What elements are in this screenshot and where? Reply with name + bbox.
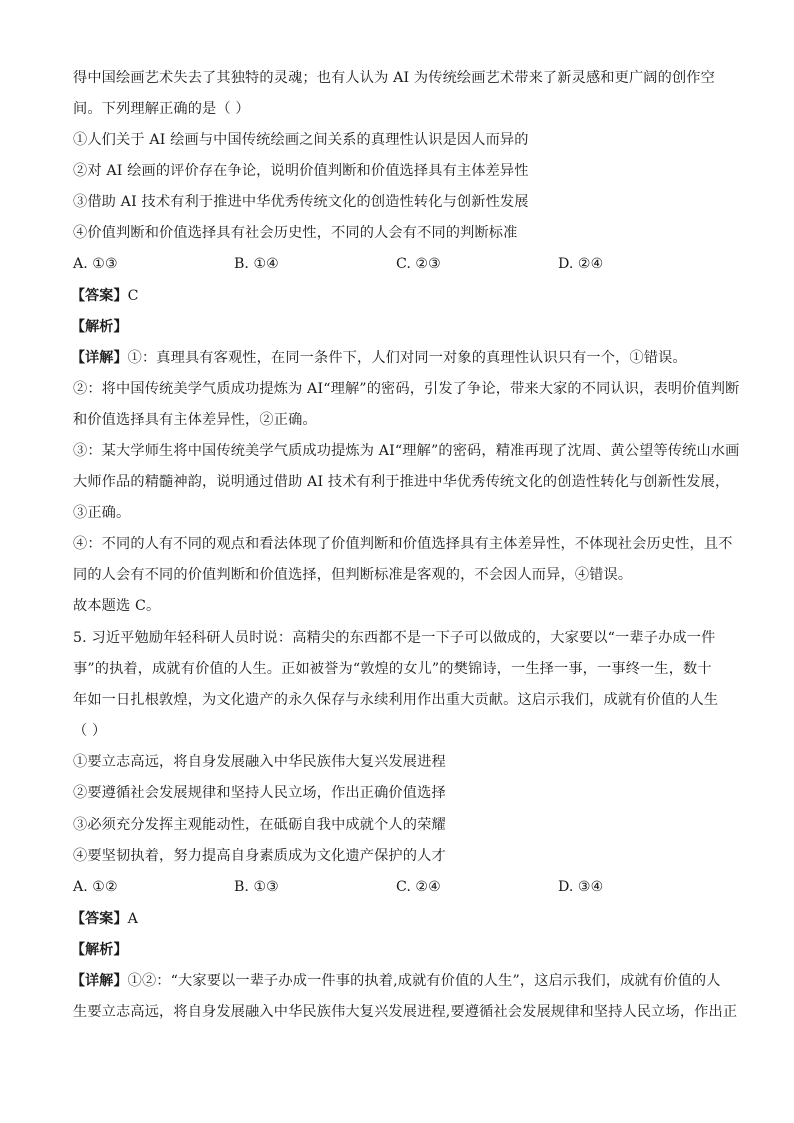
question-4-detail-line: ③：某大学师生将中国传统美学气质成功提炼为 AI“理解”的密码，精准再现了沈周、黄公望等传统山水画 [73,443,740,459]
question-4-detail-line [71,348,687,368]
answer-tag: 【答案】 [71,911,128,927]
question-4-analysis [71,317,128,337]
question-4-option-c: C. ②③ [396,256,441,272]
question-4-stem-line: 间。下列理解正确的是（ ） [73,101,250,117]
question-4-stem-line: 得中国绘画艺术失去了其独特的灵魂；也有人认为 AI 为传统绘画艺术带来了新灵感和更广阔的创作空 [73,70,715,86]
question-4-statement-4: ④价值判断和价值选择具有社会历史性，不同的人会有不同的判断标准 [73,225,518,241]
question-4-detail-line: ④：不同的人有不同的观点和看法体现了价值判断和价值选择具有主体差异性，不体现社会历史性，且不 [73,536,733,552]
detail-text: ①：真理具有客观性，在同一条件下，人们对同一对象的真理性认识只有一个，①错误。 [127,350,687,366]
question-5-stem-line: 事”的执着，成就有价值的人生。正如被誉为“敦煌的女儿”的樊锦诗，一生择一事，一事终一生，数十 [73,661,712,677]
question-4-option-d: D. ②④ [558,256,604,272]
analysis-tag: 【解析】 [71,942,128,958]
question-5-statement-4: ④要坚韧执着，努力提高自身素质成为文化遗产保护的人才 [73,848,446,864]
question-4-detail-line: 同的人会有不同的价值判断和价值选择，但判断标准是客观的，不会因人而异，④错误。 [73,567,633,583]
question-5-answer [71,909,138,929]
answer-value: C [127,288,139,304]
question-5-analysis [71,940,128,960]
question-4-conclusion: 故本题选 C。 [73,598,161,614]
question-5-option-b: B. ①③ [234,879,279,895]
question-4-detail-line: 和价值选择具有主体差异性，②正确。 [73,412,317,428]
question-4-detail-line: ②：将中国传统美学气质成功提炼为 AI“理解”的密码，引发了争论，带来大家的不同认识，表明价值判断 [73,381,740,397]
answer-tag: 【答案】 [71,288,128,304]
question-5-detail-line: 生要立志高远，将自身发展融入中华民族伟大复兴发展进程,要遵循社会发展规律和坚持人民立场，作出正 [73,1004,738,1020]
detail-tag: 【详解】 [71,973,128,989]
question-4-statement-3: ③借助 AI 技术有利于推进中华优秀传统文化的创造性转化与创新性发展 [73,194,529,210]
question-5-option-a: A. ①② [73,879,118,895]
question-4-detail-line: 大师作品的精髓神韵，说明通过借助 AI 技术有利于推进中华优秀传统文化的创造性转化与创新性发展， [73,474,730,490]
question-5-option-c: C. ②④ [396,879,441,895]
question-5-statement-3: ③必须充分发挥主观能动性，在砥砺自我中成就个人的荣耀 [73,817,446,833]
analysis-tag: 【解析】 [71,319,128,335]
question-5-option-d: D. ③④ [558,879,604,895]
question-4-detail-line: ③正确。 [73,505,131,521]
detail-tag: 【详解】 [71,350,128,366]
question-5-detail-line [71,971,721,991]
answer-value: A [127,911,139,927]
question-4-option-a: A. ①③ [73,256,118,272]
question-4-answer [71,286,139,306]
question-4-statement-1: ①人们关于 AI 绘画与中国传统绘画之间关系的真理性认识是因人而异的 [73,132,529,148]
question-4-option-b: B. ①④ [234,256,279,272]
question-5-stem-line: 年如一日扎根敦煌，为文化遗产的永久保存与永续利用作出重大贡献。这启示我们，成就有价值的人生 [73,692,719,708]
detail-text: ①②：“大家要以一辈子办成一件事的执着,成就有价值的人生”，这启示我们，成就有价值的人 [127,973,721,989]
question-4-statement-2: ②对 AI 绘画的评价存在争论，说明价值判断和价值选择具有主体差异性 [73,163,529,179]
question-5-statement-2: ②要遵循社会发展规律和坚持人民立场，作出正确价值选择 [73,785,446,801]
question-5-statement-1: ①要立志高远，将自身发展融入中华民族伟大复兴发展进程 [73,754,446,770]
question-5-stem-line: 5. 习近平勉励年轻科研人员时说：高精尖的东西都不是一下子可以做成的，大家要以“一辈子办成一件 [73,630,716,646]
question-5-stem-line: （ ） [73,723,107,739]
